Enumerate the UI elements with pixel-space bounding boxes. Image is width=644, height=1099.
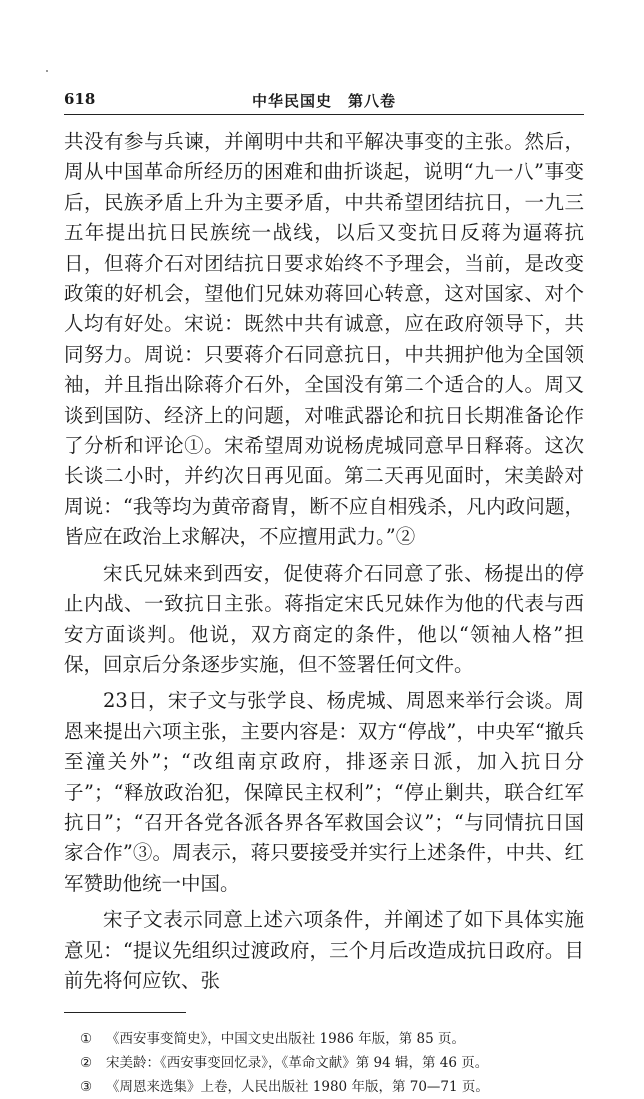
body-text: [64, 127, 584, 996]
footnote-mark: ②: [80, 1055, 93, 1072]
footnote-mark: ①: [80, 1031, 93, 1048]
book-page: [64, 86, 584, 1099]
scan-speck: [46, 70, 48, 72]
footnote-3: [80, 1075, 584, 1099]
paragraph-4: 宋子文表示同意上述六项条件，并阐述了如下具体实施意见：“提议先组织过渡政府，三个月后改造成抗日政府。目前先将何应钦、张: [64, 908, 584, 992]
footnote-1: [80, 1027, 584, 1051]
footnote-text: 《周恩来选集》上卷，人民出版社 1980 年版，第 70—71 页。: [106, 1079, 489, 1096]
running-title: 中华民国史 第八卷: [251, 92, 396, 110]
paragraph-2: 宋氏兄妹来到西安，促使蒋介石同意了张、杨提出的停止内战、一致抗日主张。蒋指定宋氏兄妹作为他的代表与西安方面谈判。他说，双方商定的条件，他以“领袖人格”担保，回京后分条逐步实施，但不签署任何文件。: [64, 561, 584, 676]
footnote-2: [80, 1051, 584, 1075]
footnotes: [64, 1027, 584, 1099]
paragraph-1: 共没有参与兵谏，并阐明中共和平解决事变的主张。然后，周从中国革命所经历的困难和曲折谈起，说明“九一八”事变后，民族矛盾上升为主要矛盾，中共希望团结抗日，一九三五年提出抗日民族统一战线，以后又变抗日反蒋为逼蒋抗日，但蒋介石对团结抗日要求始终不予理会，当前，是改变政策的好机会，望他们兄妹劝蒋回心转意，这对国家、对个人均有好处。宋说：既然中共有诚意，应在政府领导下，共同努力。周说：只要蒋介石同意抗日，中共拥护他为全国领袖，并且指出除蒋介石外，全国没有第二个适合的人。周又谈到国防、经济上的问题，对唯武器论和抗日长期准备论作了分析和评论①。宋希望周劝说杨虎城同意早日释蒋。这次长谈二小时，并约次日再见面。第二天再见面时，宋美龄对周说：“我等均为黄帝裔胄，断不应自相残杀，凡内政问题，皆应在政治上求解决，不应擅用武力。”②: [64, 130, 584, 549]
footnote-text: 《西安事变简史》，中国文史出版社 1986 年版，第 85 页。: [106, 1031, 465, 1048]
footnote-mark: ③: [80, 1079, 93, 1096]
page-number: 618: [64, 90, 96, 108]
page-header: [64, 86, 584, 115]
footnote-text: 宋美龄：《西安事变回忆录》，《革命文献》第 94 辑，第 46 页。: [106, 1055, 489, 1072]
paragraph-3: 23日，宋子文与张学良、杨虎城、周恩来举行会谈。周恩来提出六项主张，主要内容是：双方“停战”，中央军“撤兵至潼关外”；“改组南京政府，排逐亲日派，加入抗日分子”；“释放政治犯，保障民主权利”；“停止剿共，联合红军抗日”；“召开各党各派各界各军救国会议”；“与同情抗日国家合作”③。周表示，蒋只要接受并实行上述条件，中共、红军赞助他统一中国。: [64, 689, 584, 895]
footnote-divider: [64, 1012, 186, 1013]
